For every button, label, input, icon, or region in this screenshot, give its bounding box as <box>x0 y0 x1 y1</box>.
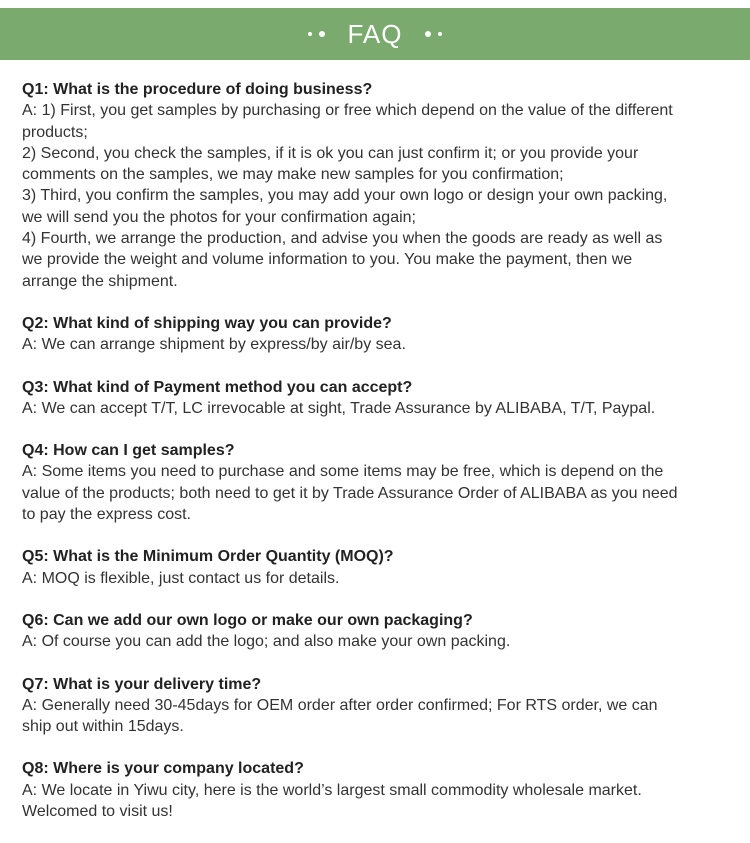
faq-answer-line: 3) Third, you confirm the samples, you may add your own logo or design your own packing, <box>22 187 668 205</box>
faq-answer-line: A: Some items you need to purchase and some items may be free, which is depend on the <box>22 463 664 481</box>
faq-list <box>22 79 737 843</box>
faq-answer-line: ship out within 15days. <box>22 718 184 736</box>
faq-question: Q4: How can I get samples? <box>22 442 235 460</box>
faq-item <box>22 758 737 822</box>
faq-question: Q1: What is the procedure of doing business? <box>22 81 373 98</box>
decorative-dots-left <box>308 31 325 37</box>
faq-item <box>22 610 737 653</box>
dot-icon <box>438 32 442 36</box>
faq-answer-line: comments on the samples, we may make new samples for you confirmation; <box>22 166 564 184</box>
decorative-dots-right <box>425 31 442 37</box>
faq-question: Q6: Can we add our own logo or make our own packaging? <box>22 611 473 629</box>
faq-answer-line: A: Generally need 30-45days for OEM order after order confirmed; For RTS order, we can <box>22 696 658 714</box>
faq-question: Q7: What is your delivery time? <box>22 675 262 693</box>
faq-answer-line: A: We can arrange shipment by express/by air/by sea. <box>22 336 406 354</box>
faq-answer-line: products; <box>22 123 88 141</box>
faq-item <box>22 377 737 420</box>
faq-answer-line: we will send you the photos for your confirmation again; <box>22 208 416 226</box>
faq-answer-line: Welcomed to visit us! <box>22 803 173 821</box>
faq-answer-line: 2) Second, you check the samples, if it is ok you can just confirm it; or you provide your <box>22 144 639 162</box>
page-title: FAQ <box>347 18 403 49</box>
faq-item <box>22 546 737 589</box>
faq-item <box>22 313 737 356</box>
faq-item <box>22 440 737 525</box>
faq-answer-line: we provide the weight and volume information to you. You make the payment, then we <box>22 251 633 269</box>
faq-answer-line: A: Of course you can add the logo; and also make your own packing. <box>22 633 511 651</box>
faq-item <box>22 674 737 738</box>
faq-answer-line: to pay the express cost. <box>22 506 191 524</box>
faq-answer-line: value of the products; both need to get it by Trade Assurance Order of ALIBABA as you need <box>22 484 678 502</box>
faq-answer-line: A: We can accept T/T, LC irrevocable at sight, Trade Assurance by ALIBABA, T/T, Paypal. <box>22 399 656 417</box>
faq-header-banner <box>0 8 750 60</box>
faq-answer-line: A: MOQ is flexible, just contact us for details. <box>22 569 340 587</box>
faq-answer-line: A: We locate in Yiwu city, here is the world’s largest small commodity wholesale market. <box>22 781 642 799</box>
faq-question: Q2: What kind of shipping way you can provide? <box>22 314 392 332</box>
faq-question: Q3: What kind of Payment method you can accept? <box>22 378 413 396</box>
faq-answer-line: A: 1) First, you get samples by purchasing or free which depend on the value of the different <box>22 102 673 120</box>
dot-icon <box>425 31 431 37</box>
faq-answer-line: 4) Fourth, we arrange the production, and advise you when the goods are ready as well as <box>22 230 663 248</box>
faq-item <box>22 79 737 292</box>
dot-icon <box>319 31 325 37</box>
faq-question: Q5: What is the Minimum Order Quantity (MOQ)? <box>22 548 394 566</box>
dot-icon <box>308 32 312 36</box>
faq-answer-line: arrange the shipment. <box>22 272 178 290</box>
faq-question: Q8: Where is your company located? <box>22 760 304 778</box>
